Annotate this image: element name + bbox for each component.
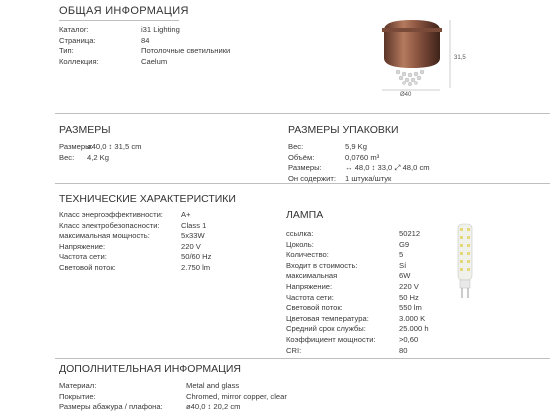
divider — [55, 113, 550, 114]
spec-label: Класс энергоэффективности: — [59, 210, 163, 219]
spec-value: 80 — [399, 345, 408, 355]
spec-label: максимальная — [286, 271, 338, 281]
spec-label: Размеры: — [59, 142, 93, 151]
spec-label: CRI: — [286, 345, 302, 355]
spec-label: Напряжение: — [59, 241, 106, 251]
spec-value: Потолочные светильники — [141, 46, 231, 55]
spec-value: G9 — [399, 239, 410, 249]
spec-value: 550 lm — [399, 303, 422, 313]
spec-label: Объём: — [288, 152, 315, 162]
spec-value: Class 1 — [181, 220, 207, 230]
spec-label: Цоколь: — [286, 239, 314, 249]
tech-title: ТЕХНИЧЕСКИЕ ХАРАКТЕРИСТИКИ — [59, 193, 236, 205]
spec-value: 5 — [399, 250, 404, 260]
spec-label: Коэффициент мощности: — [286, 335, 376, 344]
spec-value: Caelum — [141, 56, 168, 66]
spec-value: 50/60 Hz — [181, 252, 212, 261]
spec-value: 5x33W — [181, 231, 205, 240]
width-dim: Ø40 — [400, 92, 412, 98]
package-title: РАЗМЕРЫ УПАКОВКИ — [288, 124, 399, 136]
spec-value: 0,0760 m³ — [345, 152, 380, 162]
spec-value: Metal and glass — [186, 381, 240, 390]
spec-label: Вес: — [59, 152, 75, 162]
spec-value: 2.750 lm — [181, 262, 211, 272]
spec-value: 6W — [399, 271, 411, 281]
spec-label: Каталог: — [59, 25, 89, 34]
spec-label: Средний срок службы: — [286, 324, 366, 334]
spec-value: >0,60 — [399, 335, 419, 344]
spec-label: Тип: — [59, 46, 74, 55]
crystal-drops — [396, 70, 424, 86]
spec-value: Sí — [399, 260, 407, 270]
spec-value: 25.000 h — [399, 324, 429, 334]
spec-value: ø40,0 ↕ 20,2 cm — [186, 402, 241, 411]
spec-value: 4,2 Kg — [87, 152, 109, 162]
spec-label: Количество: — [286, 250, 329, 260]
spec-label: ссылка: — [286, 229, 314, 238]
spec-label: Он содержит: — [288, 173, 336, 183]
spec-value: 220 V — [399, 282, 419, 291]
spec-label: Материал: — [59, 381, 97, 390]
spec-label: Входит в стоимость: — [286, 260, 358, 270]
height-dim: 31,5 — [454, 55, 466, 61]
spec-label: Покрытие: — [59, 391, 96, 401]
product-drawing — [362, 8, 472, 98]
spec-value: 5,9 Kg — [345, 142, 367, 151]
divider — [55, 358, 550, 359]
lamp-shade — [384, 20, 440, 68]
spec-label: Вес: — [288, 142, 304, 151]
bulb-image — [452, 222, 478, 302]
lamp-base — [382, 28, 442, 32]
spec-value: A+ — [181, 210, 191, 219]
divider — [55, 183, 550, 184]
spec-value: 84 — [141, 35, 150, 45]
lamp-title: ЛАМПА — [286, 209, 324, 221]
spec-label: Частота сети: — [286, 292, 334, 302]
spec-value: ↔ 48,0 ↕ 33,0 ⤢ 48,0 cm — [345, 163, 430, 172]
divider — [59, 20, 179, 21]
general-title: ОБЩАЯ ИНФОРМАЦИЯ — [59, 5, 189, 17]
spec-value: Chromed, mirror copper, clear — [186, 391, 287, 401]
sizes-title: РАЗМЕРЫ — [59, 124, 111, 136]
spec-label: Частота сети: — [59, 252, 107, 261]
spec-value: 3.000 K — [399, 313, 426, 323]
spec-value: 50 Hz — [399, 292, 419, 302]
spec-value: 220 V — [181, 241, 201, 251]
spec-value: 50212 — [399, 229, 421, 238]
spec-label: Класс электробезопасности: — [59, 220, 160, 230]
spec-label: Страница: — [59, 35, 96, 45]
extra-title: ДОПОЛНИТЕЛЬНАЯ ИНФОРМАЦИЯ — [59, 363, 241, 375]
spec-label: максимальная мощность: — [59, 231, 150, 240]
spec-value: 1 штука/штук — [345, 173, 392, 183]
spec-label: Световой поток: — [59, 262, 116, 272]
spec-value: i31 Lighting — [141, 25, 180, 34]
spec-label: Коллекция: — [59, 56, 99, 66]
spec-label: Размеры: — [288, 163, 322, 172]
spec-label: Световой поток: — [286, 303, 343, 313]
spec-value: ø40,0 ↕ 31,5 cm — [87, 142, 142, 151]
spec-label: Размеры абажура / плафона: — [59, 402, 163, 411]
spec-label: Цветовая температура: — [286, 313, 369, 323]
spec-label: Напряжение: — [286, 282, 333, 291]
